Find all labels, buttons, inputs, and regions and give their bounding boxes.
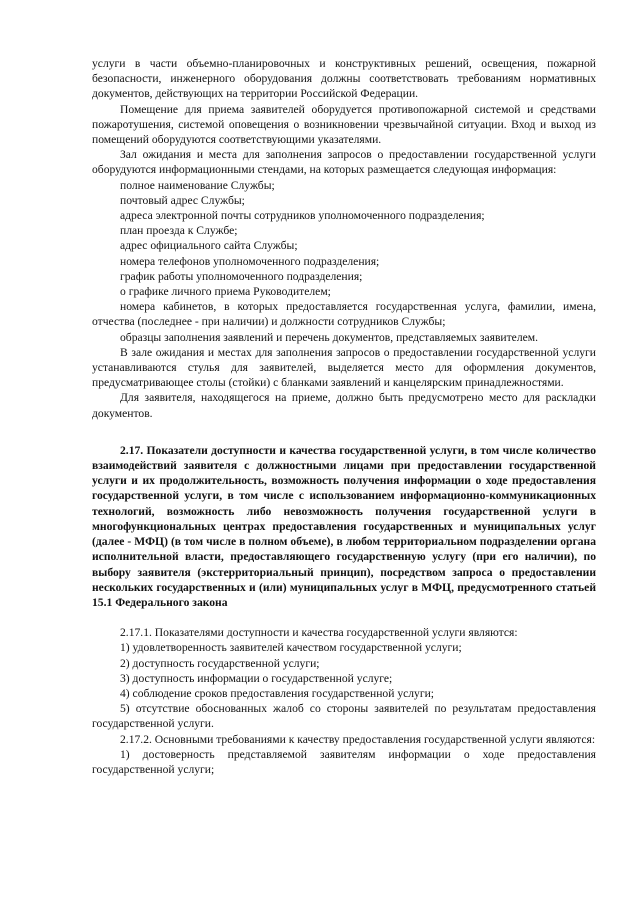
list-item: образцы заполнения заявлений и перечень документов, представляемых заявителем.: [120, 330, 538, 344]
paragraph-waiting-hall: В зале ожидания и местах для заполнения запросов о предоставлении государственной услуги устанавливаются стулья для заявителей, выделяется место для оформления документов, предусматривающее столы (стойки) с бланками заявлений и канцелярским принадлежностями.: [92, 345, 596, 390]
list-item: план проезда к Службе;: [120, 224, 238, 238]
list-item: адреса электронной почты сотрудников уполномоченного подразделения;: [120, 209, 485, 223]
paragraph-fire-safety: Помещение для приема заявителей оборудуется противопожарной системой и средствами пожаротушения, системой оповещения о возникновении чрезвычайной ситуации. Вход и выход из помещений оборудуются соответствующими указателями.: [92, 102, 596, 147]
list-item: график работы уполномоченного подразделения;: [120, 269, 363, 283]
paragraph-info-stands: Зал ожидания и места для заполнения запросов о предоставлении государственной услуги оборудуются информационными стендами, на которых размещается следующая информация:: [92, 148, 596, 177]
list-item: 1) достоверность представляемой заявителям информации о ходе предоставления государственной услуги;: [92, 747, 596, 776]
list-item: 5) отсутствие обоснованных жалоб со стороны заявителей по результатам предоставления государственной услуги.: [92, 702, 596, 731]
list-item: 4) соблюдение сроков предоставления государственной услуги;: [120, 686, 435, 700]
list-item: адрес официального сайта Службы;: [120, 239, 298, 253]
paragraph-2-17-2: 2.17.2. Основными требованиями к качеству предоставления государственной услуги являются:: [120, 732, 596, 746]
list-item: номера кабинетов, в которых предоставляется государственная услуга, фамилии, имена, отчества (последнее - при наличии) и должности сотрудников Службы;: [92, 300, 596, 329]
paragraph-document-place: Для заявителя, находящегося на приеме, должно быть предусмотрено место для раскладки документов.: [92, 391, 596, 420]
list-item: почтовый адрес Службы;: [120, 193, 245, 207]
list-item: 2) доступность государственной услуги;: [120, 656, 320, 670]
list-item: полное наименование Службы;: [120, 178, 275, 192]
paragraph-2-17-1: 2.17.1. Показателями доступности и качества государственной услуги являются:: [120, 626, 518, 640]
paragraph-continuation: услуги в части объемно-планировочных и конструктивных решений, освещения, пожарной безопасности, инженерного оборудования должны соответствовать требованиям нормативных документов, действующих на территории Российской Федерации.: [92, 57, 596, 101]
list-item: 3) доступность информации о государственной услуге;: [120, 671, 393, 685]
list-item: о графике личного приема Руководителем;: [120, 285, 331, 299]
list-item: 1) удовлетворенность заявителей качеством государственной услуги;: [120, 641, 462, 655]
section-heading-2-17: 2.17. Показатели доступности и качества государственной услуги, в том числе количество взаимодействий заявителя с должностными лицами при предоставлении государственной услуги и их продолжительность, возможность получения информации о ходе предоставления государственной услуги, в том числе с использованием информационно-коммуникационных технологий, возможность либо невозможность получения государственной услуги в многофункциональных центрах предоставления государственных и муниципальных услуг (далее - МФЦ) (в том числе в полном объеме), в любом территориальном подразделении органа исполнительной власти, предоставляющего государственную услугу (при его наличии), по выбору заявителя (экстерриториальный принцип), посредством запроса о предоставлении нескольких государственных и (или) муниципальных услуг в МФЦ, предусмотренного статьей 15.1 Федерального закона: [92, 443, 596, 609]
list-item: номера телефонов уполномоченного подразделения;: [120, 254, 380, 268]
